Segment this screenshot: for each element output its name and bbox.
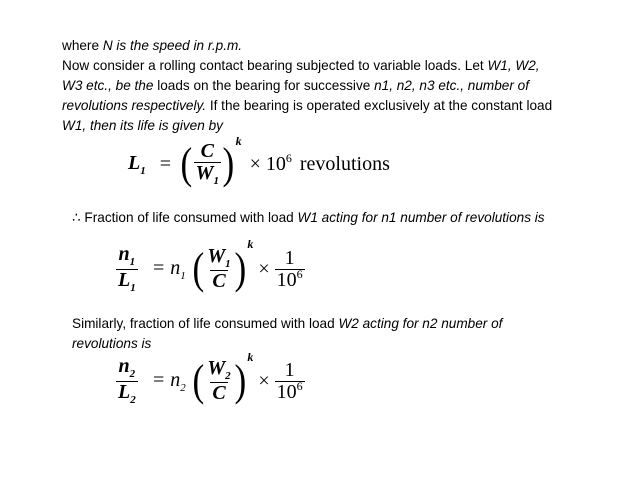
text: Now consider a rolling contact bearing subjected to variable loads. Let [62, 58, 488, 73]
eq2-paren-fraction [205, 246, 232, 293]
eq1-lhs: $L_1$ [128, 151, 146, 177]
eq3-right-numerator: 1 [284, 358, 295, 381]
eq2-lhs-numerator: $n_1$ [118, 242, 136, 268]
equation-fraction-w2 [116, 350, 305, 412]
eq2-left-paren: ( [192, 244, 204, 293]
eq3-right-paren: ) [234, 356, 246, 405]
eq1-right-paren: ) [222, 139, 235, 188]
eq2-exponent: k [247, 237, 254, 251]
text: W2 acting for n2 number of [338, 316, 503, 331]
eq3-exponent: k [247, 350, 254, 364]
equation-fraction-w1 [116, 237, 305, 301]
eq2-right-fraction [275, 248, 305, 291]
eq3-paren-fraction [205, 358, 232, 405]
eq3-right-fraction [275, 360, 305, 403]
text: n1, n2, n3 etc., number of [374, 78, 529, 93]
eq3-right-denominator: $10^6$ [276, 378, 303, 403]
para-fraction-w1 [72, 208, 545, 228]
text: W1, W2, [487, 58, 540, 73]
therefore-symbol: ∴ [72, 210, 81, 225]
eq1-exponent: k [235, 134, 242, 148]
eq3-lhs-numerator: $n_2$ [118, 354, 136, 380]
eq2-paren-numerator: $W_1$ [207, 244, 231, 270]
text: where [62, 38, 103, 53]
eq2-right-paren: ) [234, 244, 246, 293]
eq3-lhs-fraction [116, 356, 138, 406]
text: loads on the bearing for successive [157, 78, 375, 93]
eq2-paren-denominator: C [212, 270, 226, 293]
text: revolutions respectively. [62, 98, 207, 113]
eq3-paren-denominator: C [212, 382, 226, 405]
text: Similarly, fraction of life consumed with load [72, 316, 339, 331]
eq2-right-numerator: 1 [284, 246, 295, 269]
text: W3 etc., be the [62, 78, 158, 93]
eq1-unit: revolutions [299, 152, 390, 175]
eq1-denominator: $W_1$ [195, 161, 219, 187]
eq1-numerator: C [200, 139, 214, 162]
eq3-paren-numerator: $W_2$ [207, 356, 231, 382]
intro-line-2 [62, 56, 540, 76]
intro-line-5 [62, 116, 223, 136]
eq3-lhs-denominator: $L_2$ [118, 380, 136, 406]
text: W1, then its life is given by [62, 118, 223, 133]
text: Fraction of life consumed with load [80, 210, 298, 225]
intro-line-1 [62, 36, 242, 56]
equation-life-l1 [128, 134, 390, 194]
eq3-times: × [258, 369, 270, 392]
eq1-equals: = [159, 152, 171, 175]
intro-line-4 [62, 96, 552, 116]
eq2-lhs-fraction [116, 244, 138, 294]
text: If the bearing is operated exclusively at the constant load [206, 98, 553, 113]
eq1-left-paren: ( [180, 139, 193, 188]
eq2-times: × [258, 257, 270, 280]
text: W1 acting for n1 number of revolutions is [297, 210, 545, 225]
para-fraction-w2-line-1 [72, 314, 502, 334]
eq2-right-denominator: $10^6$ [276, 266, 303, 291]
eq2-equals: = $n_1$ [151, 256, 186, 282]
eq3-left-paren: ( [192, 356, 204, 405]
text: revolutions is [72, 336, 152, 351]
text: N is the speed in r.p.m. [102, 38, 243, 53]
intro-line-3 [62, 76, 529, 96]
eq3-equals: = $n_2$ [151, 368, 186, 394]
eq1-times: × $10^6$ [249, 150, 292, 175]
eq1-fraction [194, 141, 221, 188]
eq2-lhs-denominator: $L_1$ [118, 268, 136, 294]
